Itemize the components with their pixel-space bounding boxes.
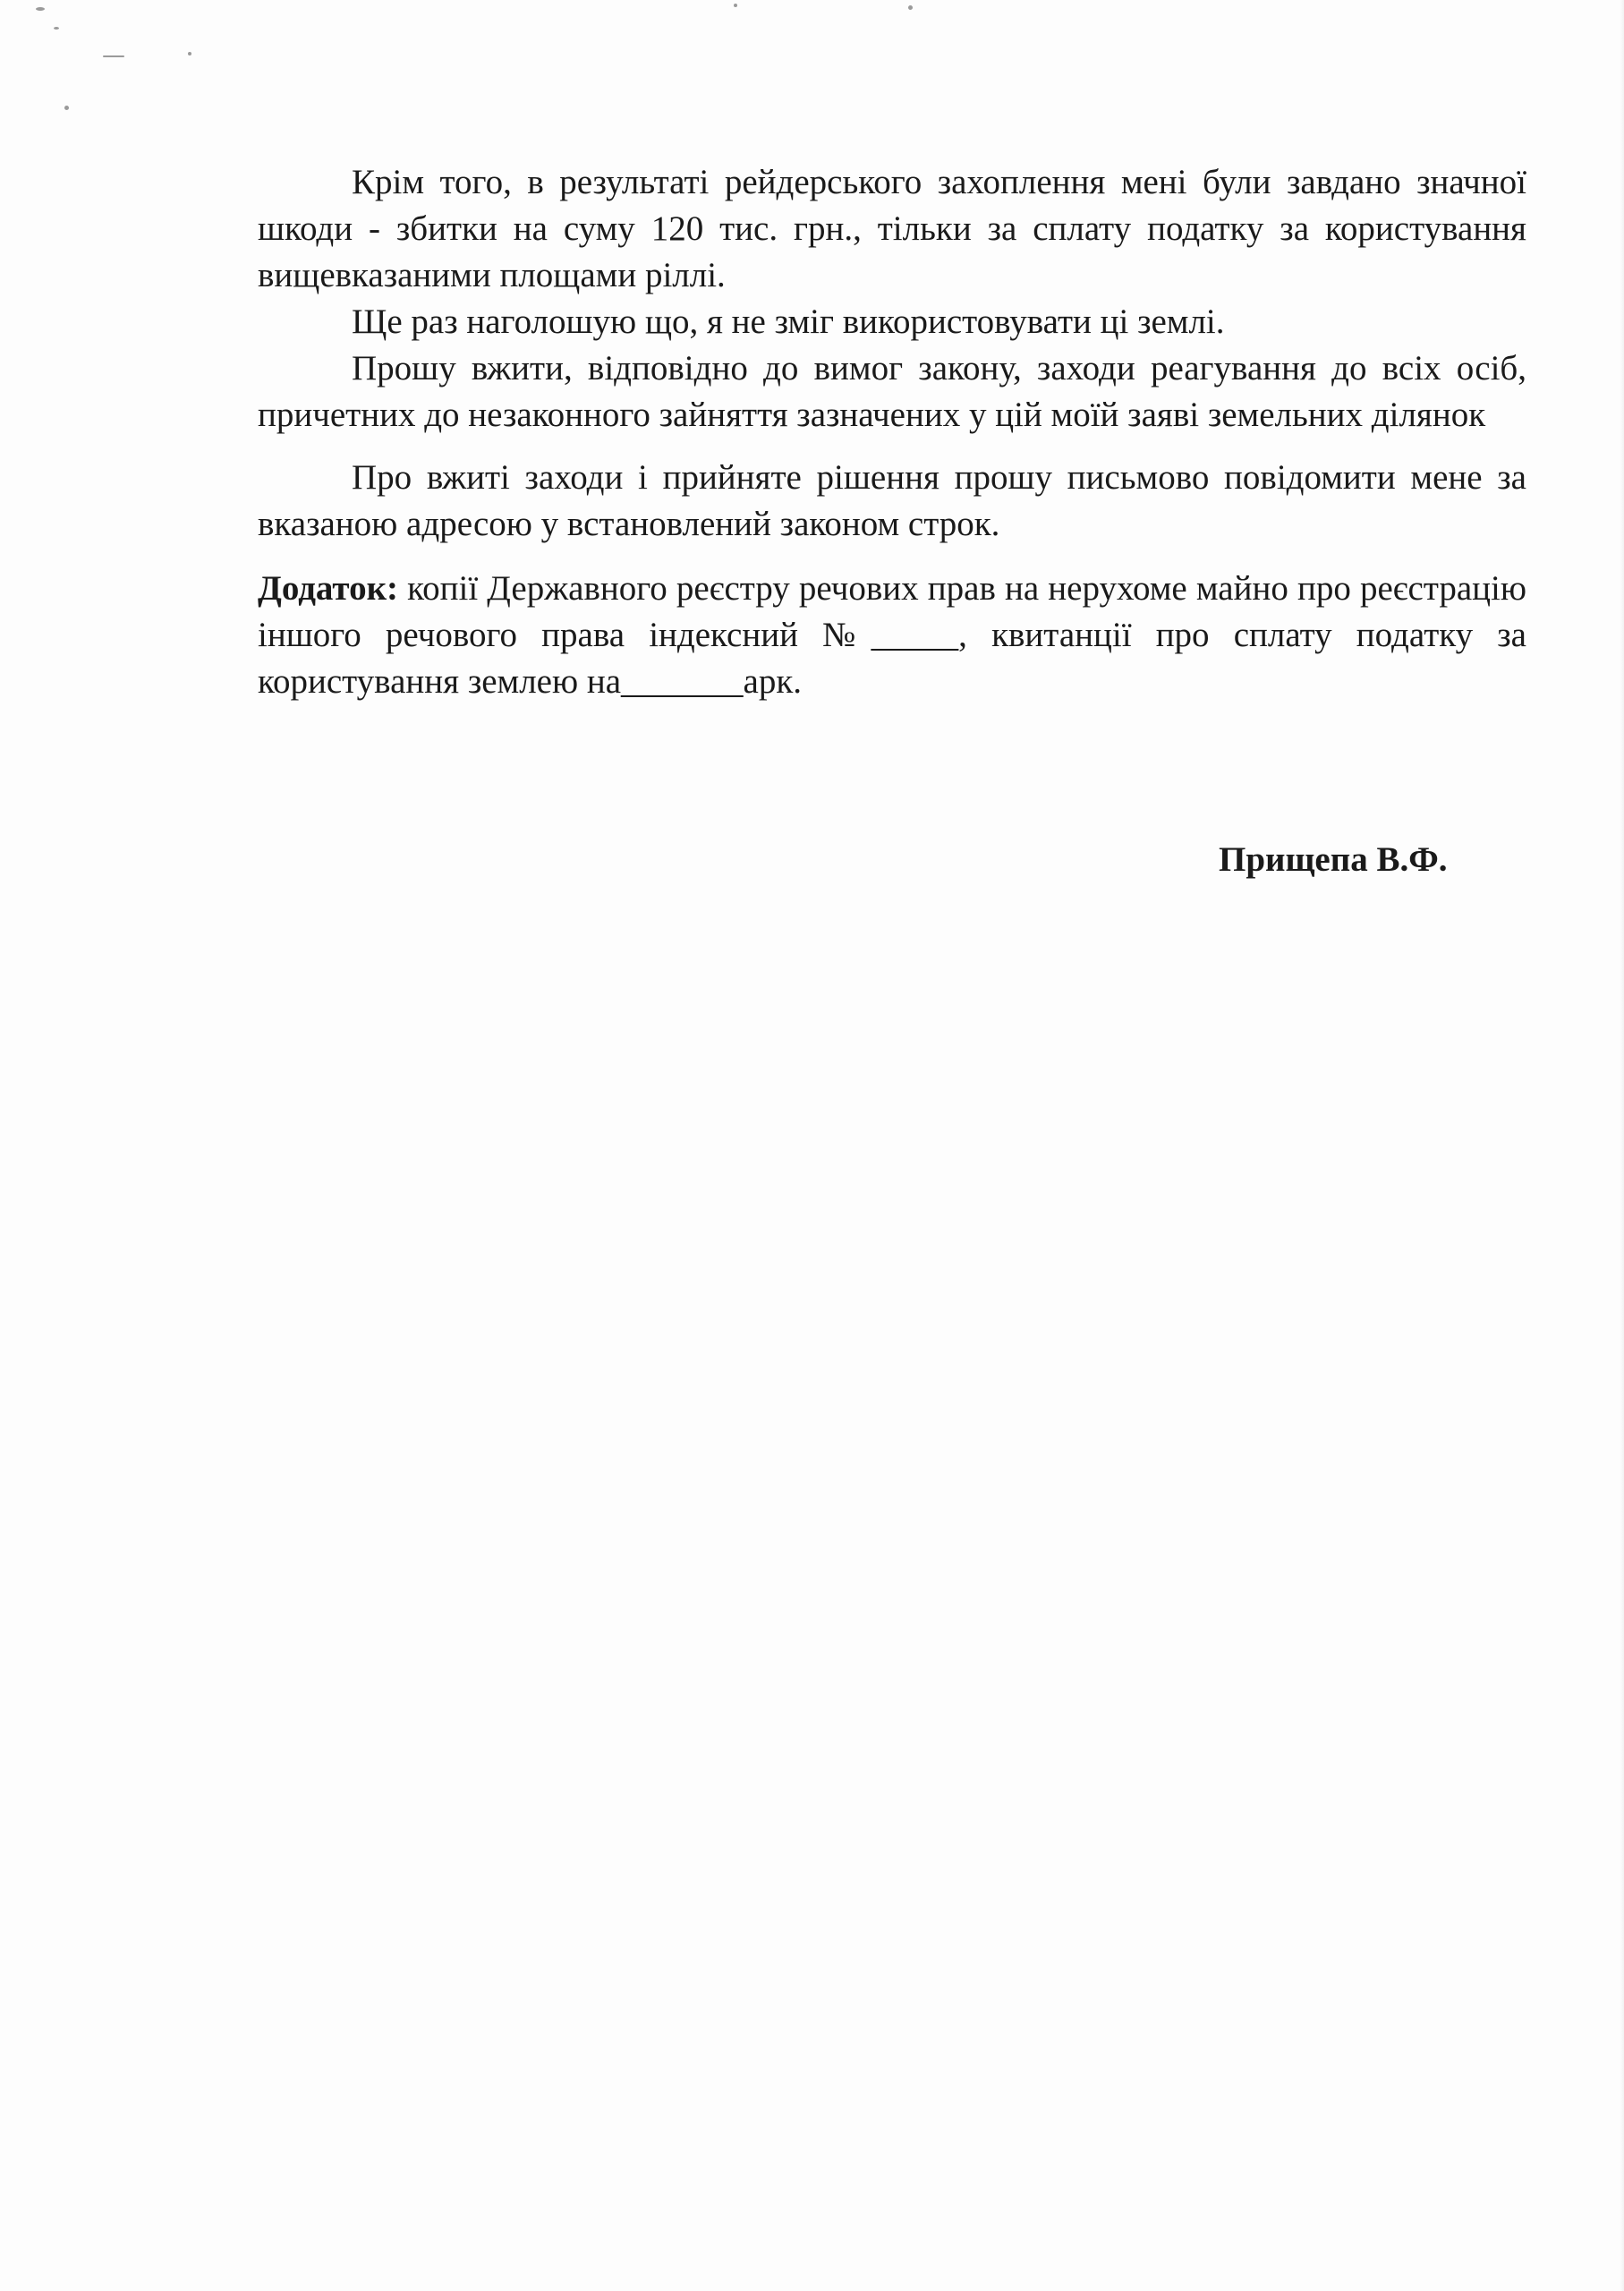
scan-speck <box>36 7 45 11</box>
appendix-label: Додаток: <box>258 569 399 608</box>
signature: Прищепа В.Ф. <box>1219 840 1448 879</box>
scan-speck <box>734 4 737 7</box>
scan-edge <box>1619 0 1624 2291</box>
appendix-text: копії Державного реєстру речових прав на нерухоме майно про реєстрацію іншого речового права індексний №_____, квитанції про сплату податку за користування землею на_______арк. <box>258 569 1526 701</box>
paragraph-request: Прошу вжити, відповідно до вимог закону, заходи реагування до всіх осіб, причетних до незаконного зайняття зазначених у цій моїй заяві земельних ділянок <box>258 349 1526 434</box>
appendix-paragraph <box>258 566 1526 705</box>
paragraph-notification: Про вжиті заходи і прийняте рішення прошу письмово повідомити мене за вказаною адресою у встановлений законом строк. <box>258 458 1526 543</box>
scan-speck <box>54 27 59 30</box>
paragraph-reiteration: Ще раз наголошую що, я не зміг використовувати ці землі. <box>352 302 1225 341</box>
scan-speck <box>188 52 191 55</box>
paragraph-damages: Крім того, в результаті рейдерського захоплення мені були завдано значної шкоди - збитки на суму 120 тис. грн., тільки за сплату податку за користування вищевказаними площами ріллі. <box>258 163 1526 294</box>
letter-body <box>258 159 1526 705</box>
scan-speck <box>908 5 913 10</box>
scan-speck <box>103 55 124 57</box>
scan-speck <box>64 106 69 110</box>
